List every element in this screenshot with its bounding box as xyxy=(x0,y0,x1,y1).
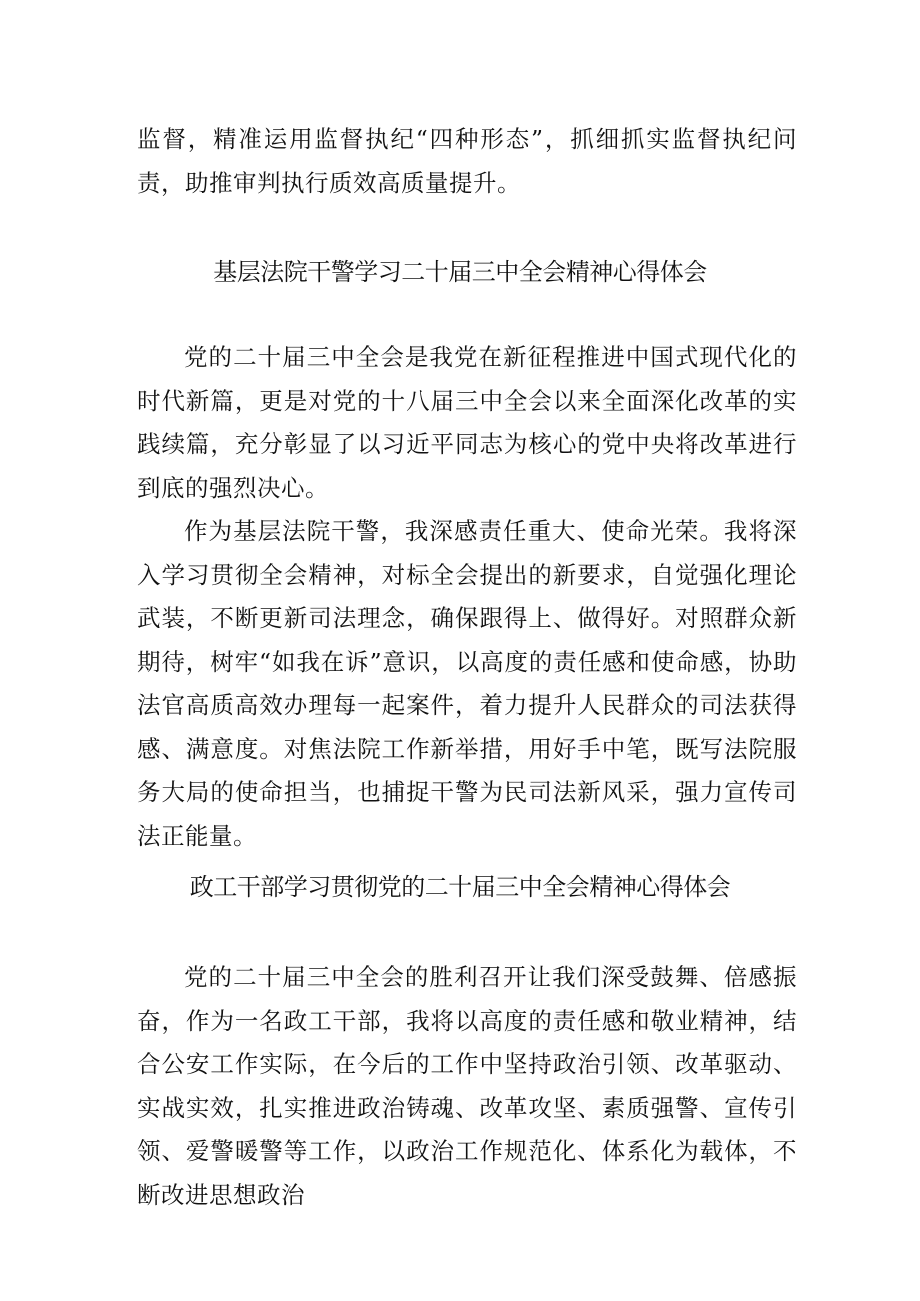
continuation-block xyxy=(137,118,797,205)
continuation-paragraph: 监督，精准运用监督执纪“四种形态”，抓细抓实监督执纪问责，助推审判执行质效高质量提升。 xyxy=(137,125,797,197)
section2-paragraph-1: 党的二十届三中全会的胜利召开让我们深受鼓舞、倍感振奋，作为一名政工干部，我将以高度的责任感和敬业精神，结合公安工作实际，在今后的工作中坚持政治引领、改革驱动、实战实效，扎实推进政治铸魂、改革攻坚、素质强警、宣传引领、爱警暖警等工作，以政治工作规范化、体系化为载体，不断改进思想政治 xyxy=(137,963,797,1209)
section1-title: 基层法院干警学习二十届三中全会精神心得体会 xyxy=(213,258,707,286)
section2-title: 政工干部学习贯彻党的二十届三中全会精神心得体会 xyxy=(189,873,731,901)
section1-paragraph-2: 作为基层法院干警，我深感责任重大、使命光荣。我将深入学习贯彻全会精神，对标全会提出的新要求，自觉强化理论武装，不断更新司法理念，确保跟得上、做得好。对照群众新期待，树牢“如我在诉”意识，以高度的责任感和使命感，协助法官高质高效办理每一起案件，着力提升人民群众的司法获得感、满意度。对焦法院工作新举措，用好手中笔，既写法院服务大局的使命担当，也捕捉干警为民司法新风采，强力宣传司法正能量。 xyxy=(137,517,797,850)
section1-paragraph-1: 党的二十届三中全会是我党在新征程推进中国式现代化的时代新篇，更是对党的十八届三中全会以来全面深化改革的实践续篇，充分彰显了以习近平同志为核心的党中央将改革进行到底的强烈决心。 xyxy=(137,343,797,502)
section2-body xyxy=(137,956,797,1217)
section1-body xyxy=(137,336,797,858)
